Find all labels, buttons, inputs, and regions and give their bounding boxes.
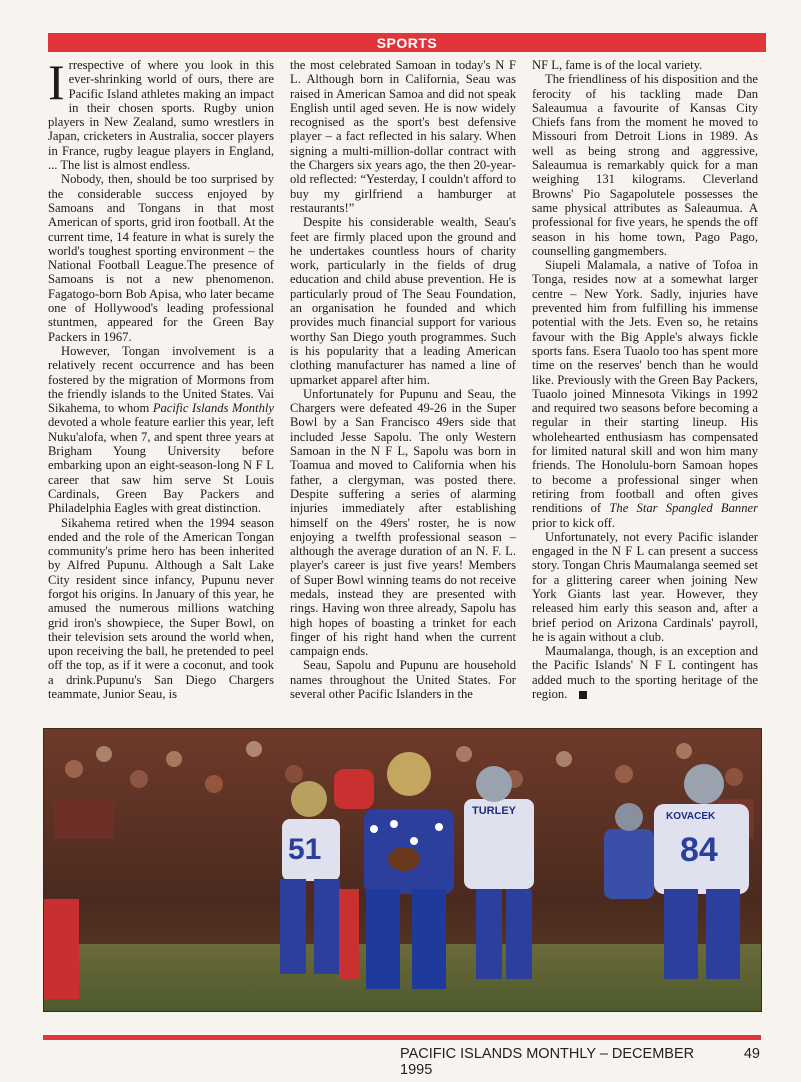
article-end-mark (579, 691, 587, 699)
paragraph-text: Sikahema retired when the 1994 season ended and the role of the American Tongan community's prime hero has been inherited by Alfred Pupunu. Although a Salt Lake City resident since infancy, Pupunu never forgot his origins. In January of this year, he amused the numerous millions watching grid iron's showpiece, the Super Bowl, on their television sets around the world when, upon receiving the ball, he pretended to peel off the top, as if it were a coconut, and took a drink.Pupunu's San Diego Chargers teammate, Junior Seau, is (48, 515, 274, 702)
photo-illustration (44, 729, 761, 1011)
jersey-number-84: 84 (680, 831, 718, 869)
paragraph-text: rrespective of where you look in this ever-shrinking world of ours, there are Pacific Island athletes making an impact in their chosen sports. Rugby union players in New Zealand, sumo wrestlers in Japan, cricketers in Australia, soccer players in France, rugby league players in England, ... The list is almost endless. (48, 58, 274, 173)
paragraph-text: Unfortunately, not every Pacific islander engaged in the N F L can present a success story. Tongan Chris Maumalanga seemed set for a glittering career when joining New York Giants last year. However, they released him early this season and, after a brief period on Arizona Cardinals' payroll, he is again without a club. (532, 529, 758, 644)
paragraph (290, 58, 516, 215)
paragraph-text: Seau, Sapolu and Pupunu are household names throughout the United States. For several other Pacific Islanders in the (290, 658, 516, 702)
jersey-name-kovacek: KOVACEK (666, 811, 716, 822)
paragraph-text: Nobody, then, should be too surprised by the considerable success enjoyed by Samoans and Tongans in that most American of sports, grid iron football. At the current time, 14 feature in what is surely the world's toughest sporting environment – the National Football League.The presence of Samoans is not a new phenomenon. Fagatogo-born Bob Apisa, who later became one of Hollywood's leading professional stuntmen, appeared for the Green Bay Packers in 1967. (48, 172, 274, 344)
paragraph (290, 658, 516, 701)
article-column-2 (290, 58, 516, 701)
publication-info: PACIFIC ISLANDS MONTHLY – DECEMBER 1995 (400, 1046, 695, 1078)
paragraph-text: the most celebrated Samoan in today's N F L. Although born in California, Seau was raised in American Samoa and did not speak English until aged seven. He is now widely recognised as the sport's best defensive player – a fact reflected in his salary. When signing a multi-million-dollar contract with the Chargers six years ago, the then 20-year-old reflected: “Yesterday, I couldn't afford to buy my girlfriend a hamburger at restaurants!” (290, 58, 516, 215)
paragraph-text: Unfortunately for Pupunu and Seau, the Chargers were defeated 49-26 in the Super Bowl by a San Francisco 49ers side that included Jesse Sapolu. The only Western Samoan in the N F L, Sapolu was born in Toamua and moved to California when his father, a clergyman, was posted there. Despite suffering a series of alarming injuries immediately after establishing himself on the 49ers' roster, he is now enjoying a twelfth professional season – although the average duration of an N. F. L. player's career is just five years! Members of Super Bowl winning teams do not receive medals, instead they are presented with rings. Having won three already, Sapolu has high hopes of boasting a trinket for each finger of his right hand when the current campaign ends. (290, 386, 516, 659)
section-header-bar (48, 33, 766, 52)
page-footer (400, 1046, 760, 1078)
paragraph (48, 516, 274, 702)
football-action-photo (43, 728, 762, 1012)
paragraph (290, 215, 516, 387)
paragraph-text: Maumalanga, though, is an exception and the Pacific Islands' N F L contingent has added much to the sporting heritage of the region. (532, 644, 758, 702)
paragraph-text: However, Tongan involvement is a relatively recent occurrence and has been fostered by the migration of Mormons from the friendly islands to the United States. Vai Sikahema, to whom (48, 343, 274, 416)
article-column-3 (532, 58, 758, 701)
paragraph-text: NF L, fame is of the local variety. (532, 58, 703, 72)
paragraph (48, 344, 274, 516)
page-number: 49 (743, 1046, 760, 1062)
field-turf (44, 944, 761, 1011)
show-through-text (110, 1012, 670, 1034)
jersey-number-51: 51 (288, 833, 322, 866)
paragraph (532, 530, 758, 644)
paragraph-text: prior to kick off. (532, 515, 616, 530)
paragraph (532, 258, 758, 530)
paragraph-text: Siupeli Malamala, a native of Tofoa in Tonga, resides now at a somewhat larger centre – New York. Sadly, injuries have prevented him from fulfilling his immense potential with the Jets. Even so, he retains favour with the Big Apple's always fickle sports fans. Esera Tuaolo too has spent more time on the reserves' bench than he would like. Previously with the Green Bay Packers, Tuaolo joined Minnesota Vikings in 1992 and required two seasons before becoming a regular in their starting lineup. His wholehearted enthusiasm has compensated for limited natural skill and won him many friends. The Honolulu-born Samoan hopes to become a professional singer when retiring from football and often gives renditions of (532, 258, 758, 516)
paragraph-text: Despite his considerable wealth, Seau's feet are firmly placed upon the ground and he undertakes countless hours of charity work, particularly in the fields of drug education and child abuse prevention. He is particularly proud of The Seau Foundation, an organisation he founded and which provides much financial support for various worthy San Diego youth programmes. Such is his popularity that a leading American clothing manufacturer has named a line of upmarket apparel after him. (290, 215, 516, 387)
paragraph (532, 644, 758, 701)
italic-title: The Star Spangled Banner (609, 501, 758, 516)
drop-cap: I (48, 54, 65, 110)
paragraph (532, 72, 758, 258)
paragraph-text: devoted a whole feature earlier this year, left Nuku'alofa, when 7, and spent three years at Brigham Young University before embarking upon an eight-season-long N F L career that saw him serve St Louis Cardinals, Green Bay Packers and Philadelphia Eagles with great distinction. (48, 415, 274, 516)
far-left-player (44, 899, 79, 999)
paragraph (48, 172, 274, 344)
jersey-name-turley: TURLEY (472, 805, 516, 817)
italic-title: Pacific Islands Monthly (152, 401, 274, 416)
section-title: SPORTS (376, 34, 438, 51)
article-column-1 (48, 54, 274, 702)
footer-rule (43, 1035, 761, 1040)
paragraph-text: The friendliness of his disposition and the ferocity of his tackling made Dan Saleaumua a favourite of Kansas City Chiefs fans from the moment he moved to Missouri from Detroit Lions in 1989. As well as being strong and aggressive, Saleaumua is remarkably quick for a man weighing 131 kilograms. Cleverland Browns' Pio Sagapolutele possesses the same physical attributes as Saleaumua. A professional for five years, he spends the off season in his home town, Pago Pago, counselling gangmembers. (532, 72, 758, 258)
paragraph (48, 54, 274, 173)
paragraph (532, 58, 758, 72)
paragraph (290, 387, 516, 659)
